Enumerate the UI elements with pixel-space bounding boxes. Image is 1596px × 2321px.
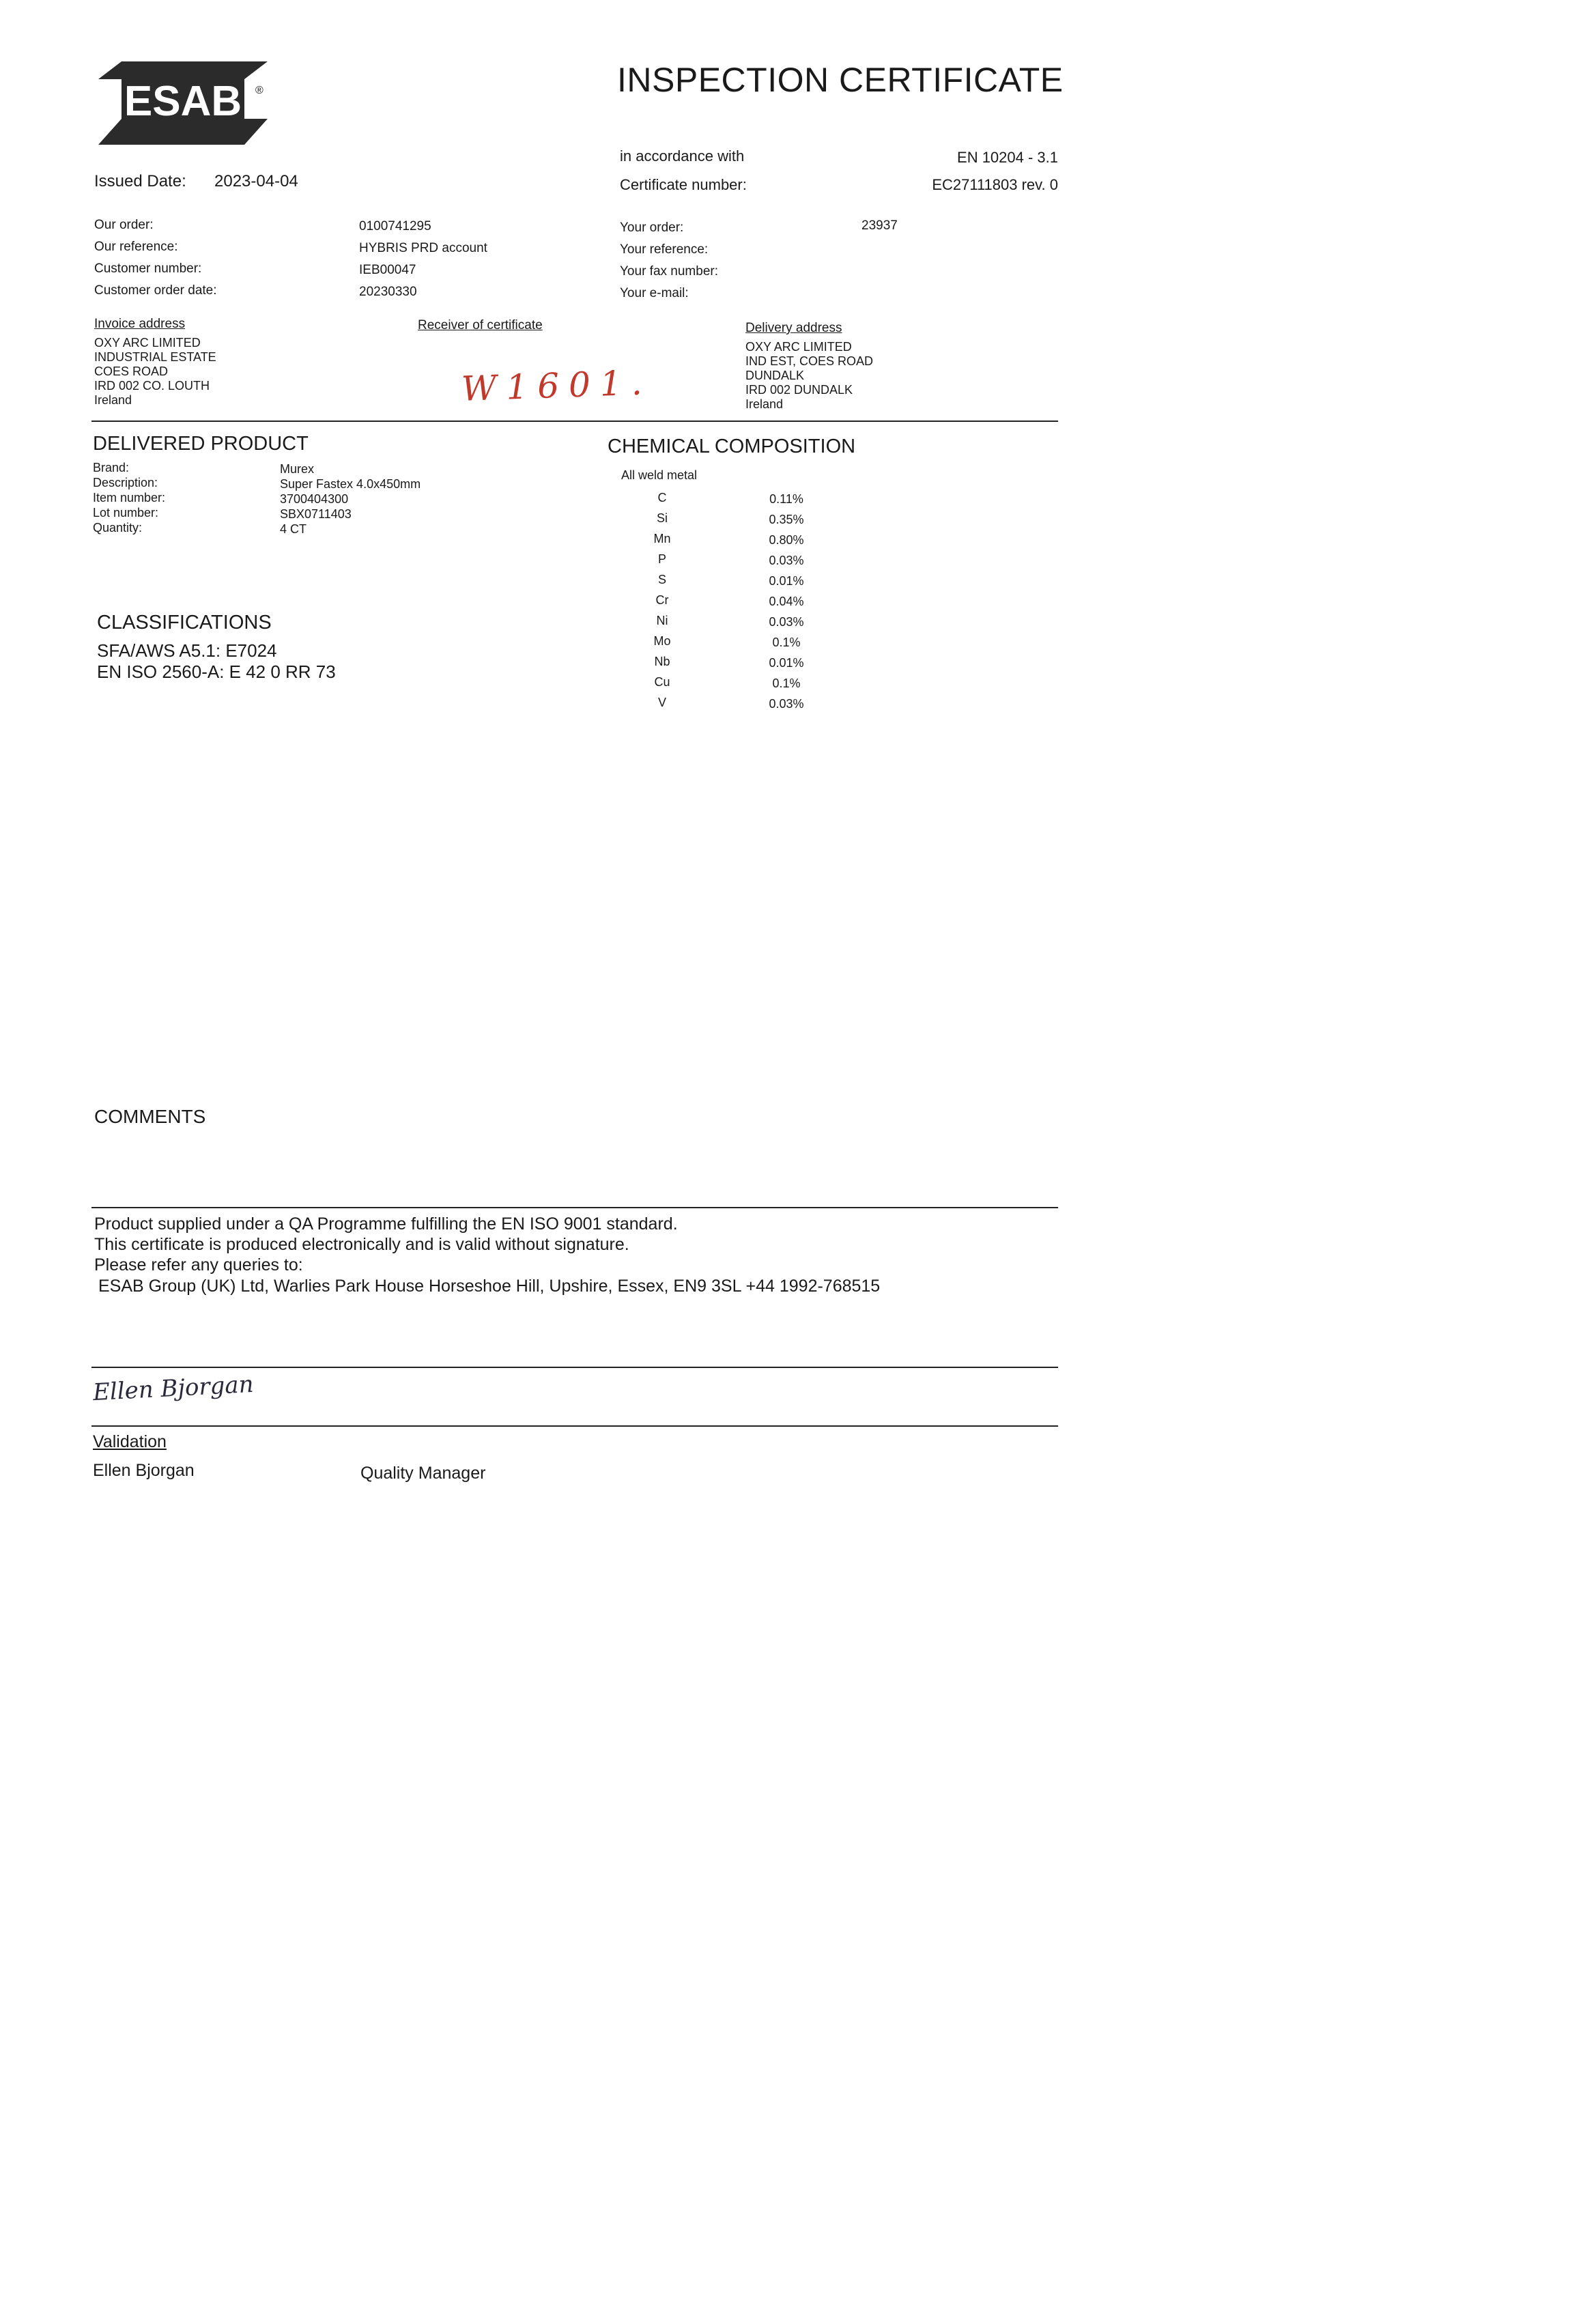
- quantity-label: Quantity:: [93, 521, 143, 535]
- element-symbol: S: [657, 573, 666, 586]
- classification-line: SFA/AWS A5.1: E7024: [97, 640, 277, 661]
- classifications-heading: CLASSIFICATIONS: [97, 612, 272, 633]
- invoice-address-line: IRD 002 CO. LOUTH: [94, 379, 210, 393]
- classification-lines: [97, 640, 336, 683]
- handwritten-note: W1601.: [461, 362, 653, 409]
- certificate-number-value: EC27111803 rev. 0: [932, 176, 1058, 193]
- element-symbol: Cr: [655, 593, 669, 607]
- description-value: Super Fastex 4.0x450mm: [280, 477, 421, 491]
- invoice-address-lines: [94, 336, 216, 408]
- our-order-label: Our order:: [94, 218, 154, 232]
- delivery-address-line: OXY ARC LIMITED: [745, 340, 852, 354]
- your-order-value: 23937: [861, 218, 898, 233]
- delivery-address-line: DUNDALK: [745, 369, 805, 382]
- accordance-label: in accordance with: [620, 147, 745, 165]
- logo-registered-mark: ®: [255, 85, 263, 96]
- order-info-values: [359, 216, 487, 303]
- signature: Ellen Bjorgan: [92, 1370, 255, 1407]
- accordance-value: EN 10204 - 3.1: [957, 149, 1058, 166]
- chemical-composition-heading: CHEMICAL COMPOSITION: [608, 436, 856, 457]
- element-value: 0.03%: [769, 554, 804, 567]
- comments-divider: [91, 1207, 1058, 1208]
- element-value: 0.03%: [769, 615, 804, 629]
- element-value: 0.03%: [769, 697, 804, 711]
- item-number-label: Item number:: [93, 491, 166, 504]
- chemical-subheading: All weld metal: [621, 468, 698, 482]
- element-value: 0.1%: [772, 636, 801, 649]
- chemical-values: [759, 489, 814, 714]
- invoice-address-heading: Invoice address: [94, 317, 186, 331]
- receiver-heading: Receiver of certificate: [418, 318, 543, 332]
- delivery-address-line: IRD 002 DUNDALK: [745, 383, 853, 397]
- invoice-address-line: COES ROAD: [94, 365, 169, 378]
- validator-name: Ellen Bjorgan: [93, 1461, 195, 1480]
- your-reference-label: Your reference:: [620, 242, 709, 257]
- esab-logo: [96, 59, 273, 147]
- customer-order-date-label: Customer order date:: [94, 283, 217, 298]
- classification-line: EN ISO 2560-A: E 42 0 RR 73: [97, 661, 336, 682]
- signature-bottom-divider: [91, 1425, 1058, 1427]
- product-values: [280, 461, 421, 537]
- footer-line: Product supplied under a QA Programme fulfilling the EN ISO 9001 standard.: [94, 1214, 678, 1234]
- product-labels: [93, 460, 165, 535]
- footer-address: ESAB Group (UK) Ltd, Warlies Park House Horseshoe Hill, Upshire, Essex, EN9 3SL +44 1992-768515: [98, 1277, 881, 1296]
- element-value: 0.80%: [769, 533, 804, 547]
- order-info-labels: [94, 214, 217, 302]
- invoice-address-line: INDUSTRIAL ESTATE: [94, 350, 216, 364]
- element-value: 0.01%: [769, 574, 804, 588]
- validation-heading: Validation: [93, 1432, 167, 1451]
- your-fax-label: Your fax number:: [620, 264, 718, 279]
- issued-date-label: Issued Date:: [94, 172, 186, 190]
- element-symbol: Mn: [653, 532, 671, 545]
- footer-line: This certificate is produced electronically and is valid without signature.: [94, 1235, 629, 1254]
- customer-number-label: Customer number:: [94, 261, 202, 276]
- element-value: 0.11%: [769, 492, 803, 506]
- delivery-address-heading: Delivery address: [745, 321, 842, 335]
- brand-value: Murex: [280, 462, 315, 476]
- comments-heading: COMMENTS: [94, 1106, 206, 1127]
- element-symbol: Mo: [653, 634, 671, 648]
- delivery-address-line: Ireland: [745, 397, 784, 411]
- certificate-number-label: Certificate number:: [620, 176, 747, 193]
- our-reference-label: Our reference:: [94, 240, 178, 254]
- description-label: Description:: [93, 476, 158, 489]
- validator-role: Quality Manager: [360, 1464, 486, 1483]
- element-symbol: Cu: [654, 675, 670, 689]
- delivery-address-lines: [745, 340, 873, 412]
- element-symbol: V: [657, 696, 666, 709]
- element-value: 0.04%: [769, 595, 804, 608]
- element-value: 0.1%: [772, 677, 801, 690]
- delivered-product-heading: DELIVERED PRODUCT: [93, 433, 309, 455]
- element-value: 0.01%: [769, 656, 804, 670]
- your-order-labels: [620, 217, 718, 304]
- lot-number-label: Lot number:: [93, 506, 159, 519]
- logo-text: ESAB: [124, 78, 242, 125]
- your-email-label: Your e-mail:: [620, 286, 689, 300]
- element-value: 0.35%: [769, 513, 804, 526]
- footer-notes: [94, 1214, 678, 1275]
- brand-label: Brand:: [93, 461, 130, 474]
- invoice-address-line: Ireland: [94, 393, 132, 407]
- issued-date-value: 2023-04-04: [214, 172, 298, 190]
- element-symbol: Si: [656, 511, 668, 525]
- our-reference-value: HYBRIS PRD account: [359, 241, 487, 255]
- element-symbol: P: [657, 552, 666, 566]
- item-number-value: 3700404300: [280, 492, 349, 506]
- your-order-label: Your order:: [620, 220, 684, 235]
- element-symbol: Nb: [654, 655, 670, 668]
- element-symbol: C: [657, 491, 667, 504]
- invoice-address-line: OXY ARC LIMITED: [94, 336, 201, 350]
- document-title: INSPECTION CERTIFICATE: [617, 61, 1064, 99]
- customer-number-value: IEB00047: [359, 263, 416, 277]
- quantity-value: 4 CT: [280, 522, 307, 536]
- signature-top-divider: [91, 1367, 1058, 1368]
- esab-logo-mark: [96, 59, 273, 147]
- delivery-address-line: IND EST, COES ROAD: [745, 354, 874, 368]
- our-order-value: 0100741295: [359, 219, 431, 233]
- lot-number-value: SBX0711403: [280, 507, 352, 521]
- element-symbol: Ni: [656, 614, 668, 627]
- address-divider: [91, 421, 1058, 422]
- chemical-elements: [642, 487, 683, 713]
- customer-order-date-value: 20230330: [359, 285, 417, 299]
- footer-line: Please refer any queries to:: [94, 1255, 303, 1275]
